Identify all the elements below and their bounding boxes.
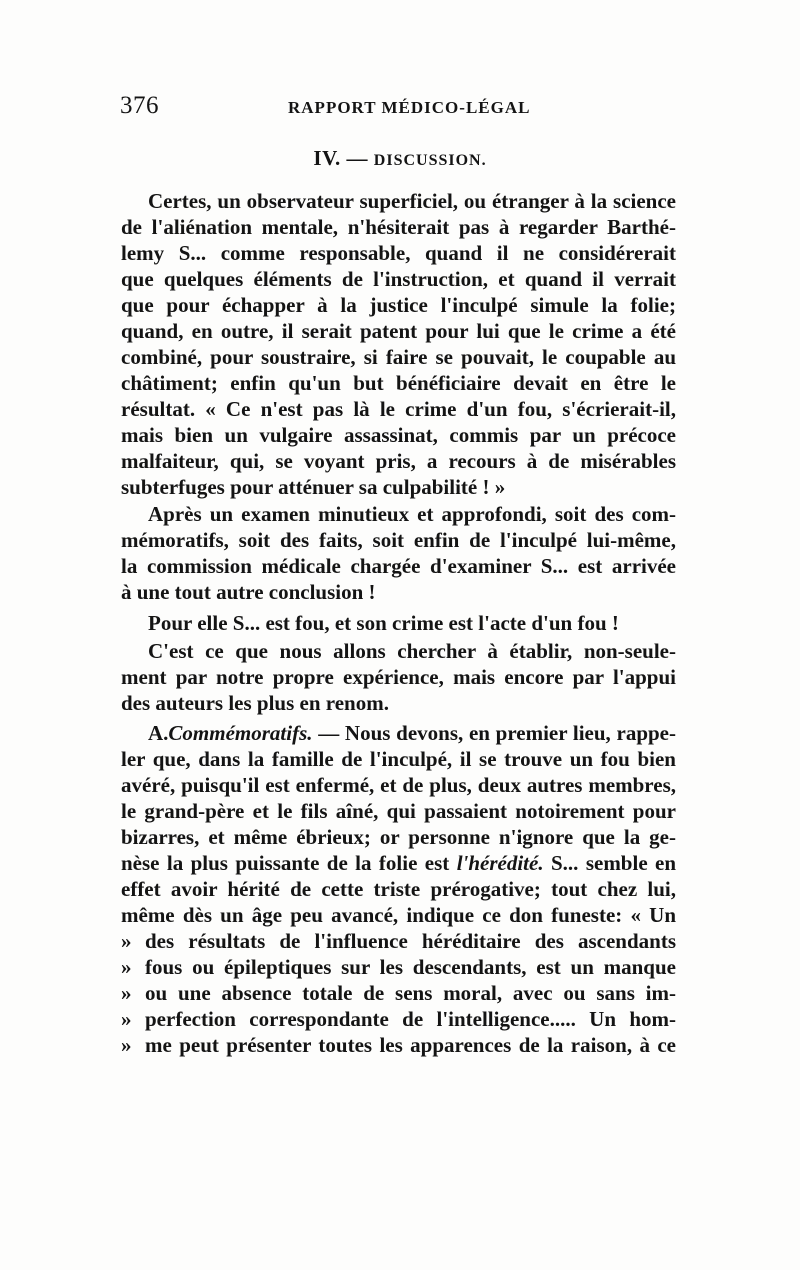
text-line: mémoratifs, soit des faits, soit enfin de l'inculpé lui-même, [121,528,676,552]
text-line: résultat. « Ce n'est pas là le crime d'un fou, s'écrierait-il, [121,397,676,421]
text-line: effet avoir hérité de cette triste prérogative; tout chez lui, [121,877,676,901]
quote-line [121,928,676,954]
text-line: de l'aliénation mentale, n'hésiterait pas à regarder Barthé- [121,215,676,239]
text-run: fous ou épileptiques sur les descendants, est un manque [145,955,676,979]
text-line: le grand-père et le fils aîné, qui passaient notoirement pour [121,799,676,823]
quote-mark: » [121,955,132,979]
text-line: que quelques éléments de l'instruction, et quand il verrait [121,267,676,291]
emphasis-heredity: l'hérédité. [456,851,544,875]
text-line: à une tout autre conclusion ! [121,580,376,604]
page-header [120,92,685,122]
quote-line [121,954,676,980]
quote-line [121,1006,676,1032]
text-run: perfection correspondante de l'intelligence..... Un hom- [145,1007,676,1031]
quote-line [121,1032,676,1058]
text-line: mais bien un vulgaire assassinat, commis par un précoce [121,423,676,447]
subsection-letter: A. [148,721,169,745]
subsection-title: Commémoratifs. [168,721,313,745]
text-line: Certes, un observateur superficiel, ou étranger à la science [148,189,676,213]
text-line: la commission médicale chargée d'examiner S... est arrivée [121,554,676,578]
text-line: malfaiteur, qui, se voyant pris, a recours à de misérables [121,449,676,473]
text-line: que pour échapper à la justice l'inculpé simule la folie; [121,293,676,317]
text-line: avéré, puisqu'il est enfermé, et de plus, deux autres membres, [121,773,676,797]
section-numeral: IV. — [313,146,369,170]
text-line: Pour elle S... est fou, et son crime est l'acte d'un fou ! [148,611,619,635]
text-line: châtiment; enfin qu'un but bénéficiaire devait en être le [121,371,676,395]
text-line: Après un examen minutieux et approfondi, soit des com- [148,502,676,526]
running-title: RAPPORT MÉDICO-LÉGAL [288,98,531,117]
text-line [121,720,676,746]
text-run: — Nous devons, en premier lieu, rappe- [318,721,676,745]
text-line: quand, en outre, il serait patent pour lui que le crime a été [121,319,676,343]
text-line: ler que, dans la famille de l'inculpé, il se trouve un fou bien [121,747,676,771]
text-line: même dès un âge peu avancé, indique ce don funeste: « Un [121,903,676,927]
text-line: subterfuges pour atténuer sa culpabilité ! » [121,475,506,499]
text-line [121,850,676,876]
text-run: nèse la plus puissante de la folie est [121,851,450,875]
text-run: me peut présenter toutes les apparences de la raison, à ce [145,1033,676,1057]
quote-mark: » [121,929,132,953]
section-heading [0,146,800,171]
text-line: ment par notre propre expérience, mais encore par l'appui [121,665,676,689]
text-line: combiné, pour soustraire, si faire se pouvait, le coupable au [121,345,676,369]
quote-line [121,980,676,1006]
text-run: des résultats de l'influence héréditaire des ascendants [145,929,676,953]
text-line: lemy S... comme responsable, quand il ne considérerait [121,241,676,265]
quote-mark: » [121,981,132,1005]
section-title: DISCUSSION. [373,152,487,169]
quote-mark: » [121,1033,132,1057]
text-run: S... semble en [551,851,677,875]
text-run: ou une absence totale de sens moral, avec ou sans im- [145,981,676,1005]
quote-mark: » [121,1007,132,1031]
text-line: des auteurs les plus en renom. [121,691,389,715]
page-number: 376 [120,92,159,119]
text-line: bizarres, et même ébrieux; or personne n'ignore que la ge- [121,825,676,849]
text-line: C'est ce que nous allons chercher à établir, non-seule- [148,639,676,663]
